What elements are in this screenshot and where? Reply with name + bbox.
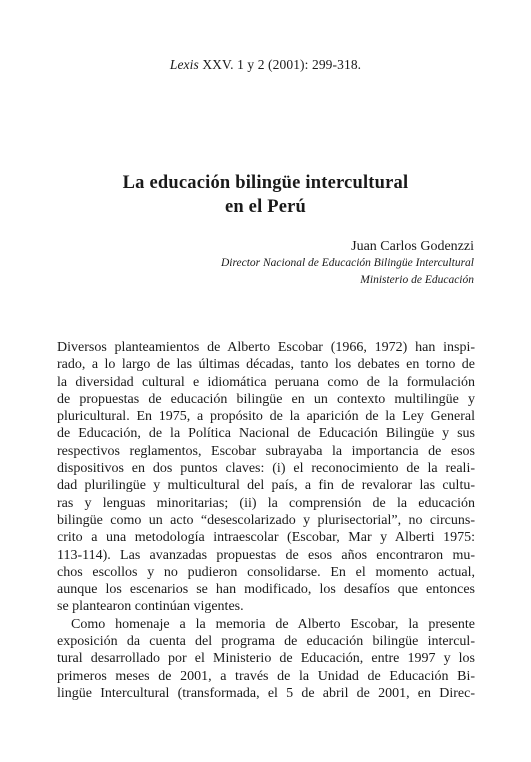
body-line: tural desarrollado por el Ministerio de Educación, entre 1997 y los [57,651,475,667]
body-line: respectivos reglamentos, Escobar subrayaba la importancia de esos [57,443,475,459]
body-line: la diversidad cultural e idiomática peruana como de la formulación [57,374,475,390]
body-line: de propuestas de educación bilingüe en un contexto multilingüe y [57,391,475,407]
body-line: primeros meses de 2001, a través de la Unidad de Educación Bi- [57,668,475,684]
paragraph-end-line: se plantearon continúan vigentes. [57,599,244,615]
body-line: lingüe Intercultural (transformada, el 5 de abril de 2001, en Direc- [57,685,475,701]
article-title [0,171,531,219]
journal-citation [0,57,531,73]
body-line: exposición da cuenta del programa de educación bilingüe intercul- [57,634,475,650]
author-block [221,238,474,289]
author-name: Juan Carlos Godenzzi [351,239,474,254]
body-line: 113-114). Las avanzadas propuestas de esos años encontraron mu- [57,547,475,563]
body-line: crito a una metodología intraescolar (Escobar, Mar y Alberti 1975: [57,530,475,546]
author-institution: Ministerio de Educación [360,274,474,286]
paragraph-start-line: Como homenaje a la memoria de Alberto Escobar, la presente [71,616,475,632]
citation-details: XXV. 1 y 2 (2001): 299-318. [198,57,362,72]
body-line: dad plurilingüe y multicultural del país, a fin de revalorar las cultu- [57,478,475,494]
body-line: aunque los escenarios se han modificado, los desafíos que entonces [57,582,475,598]
body-line: pluricultural. En 1975, a propósito de la aparición de la Ley General [57,409,475,425]
body-line: ras y lenguas minoritarias; (ii) la comprensión de la educación [57,495,475,511]
body-line: rado, a lo largo de las últimas décadas, tanto los debates en torno de [57,357,475,373]
body-line: bilingüe como un acto “desescolarizado y plurisectorial”, no circuns- [57,512,475,528]
title-line-2: en el Perú [224,197,307,217]
article-body [57,339,475,702]
author-position: Director Nacional de Educación Bilingüe Intercultural [220,257,474,269]
body-line: dispositivos en dos puntos claves: (i) el reconocimiento de la reali- [57,461,475,477]
body-line: de Educación, de la Política Nacional de Educación Bilingüe y sus [57,426,475,442]
title-line-1: La educación bilingüe intercultural [122,173,409,193]
journal-name: Lexis [169,57,199,72]
body-line: chos escollos y no pudieron consolidarse. En el momento actual, [57,564,475,580]
body-line: Diversos planteamientos de Alberto Escobar (1966, 1972) han inspi- [57,340,475,355]
